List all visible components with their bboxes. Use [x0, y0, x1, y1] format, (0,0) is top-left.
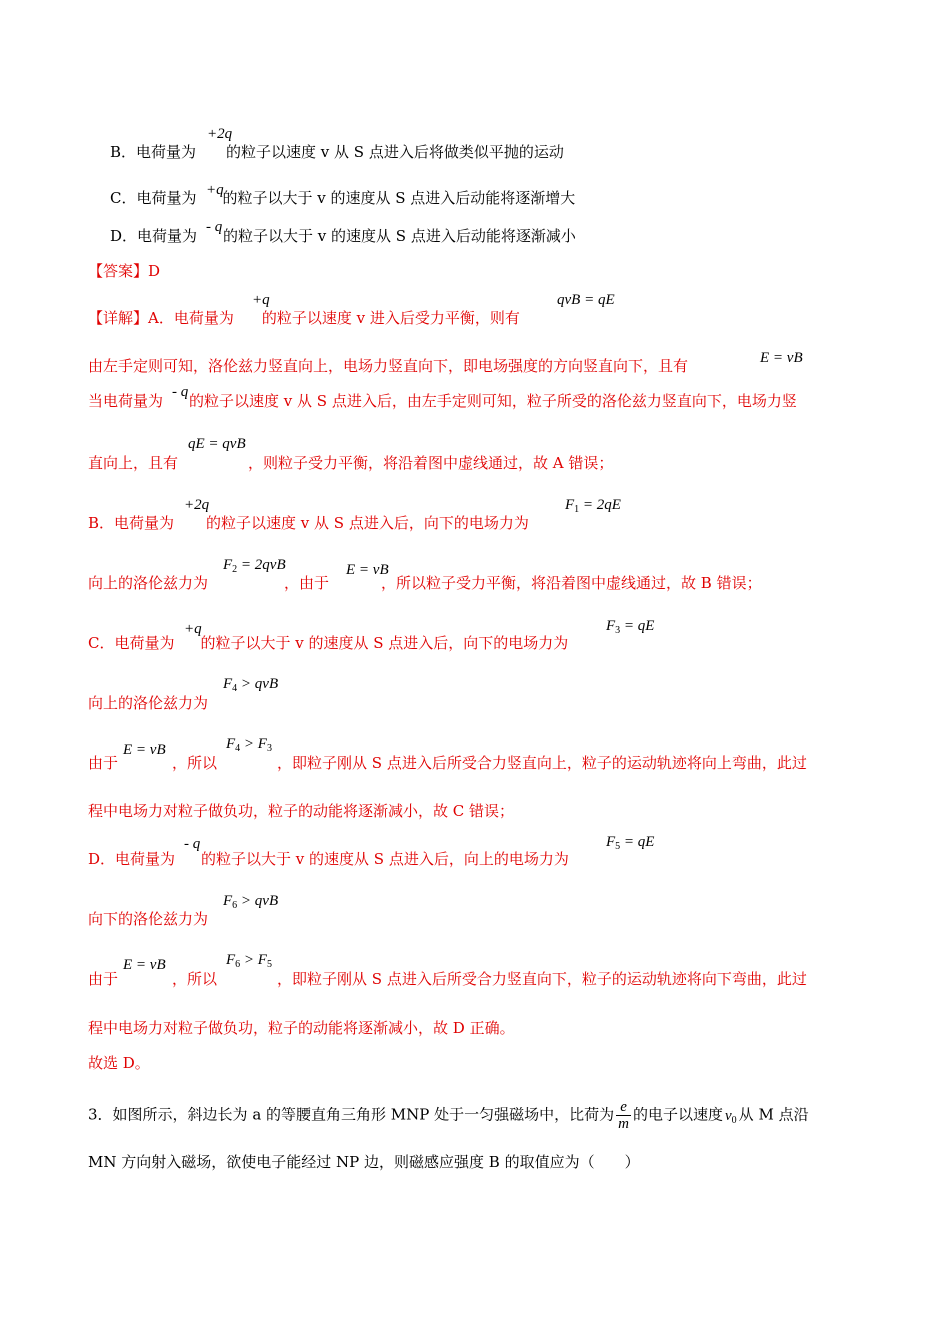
explanation-b1-eq: = 2qE [582, 497, 621, 513]
explanation-d1-prefix: D．电荷量为 [88, 850, 176, 868]
explanation-c1-prefix: C．电荷量为 [88, 634, 175, 652]
explanation-b1-charge: +2q [184, 497, 210, 513]
explanation-d1-text: 的粒子以大于 v 的速度从 S 点进入后，向上的电场力为 [201, 850, 569, 868]
question3-mid: 的电子以速度 [632, 1105, 723, 1124]
explanation-c-line2 [88, 692, 208, 713]
explanation-c1-charge: +q [184, 621, 202, 637]
option-b-charge: +2q [207, 126, 233, 142]
f6-symbol: F [223, 893, 233, 909]
explanation-d1-force [606, 834, 654, 852]
explanation-b2-force [223, 557, 286, 575]
option-d [110, 225, 576, 246]
explanation-b2-mid: ，由于 [284, 574, 330, 592]
explanation-d-line1 [88, 848, 569, 869]
question3-suffix: 从 M 点沿 [738, 1105, 809, 1124]
explanation-d3-eq: E = vB [123, 957, 166, 973]
option-c-text: 的粒子以大于 v 的速度从 S 点进入后动能将逐渐增大 [222, 189, 576, 207]
option-b-text: 的粒子以速度 v 从 S 点进入后将做类似平抛的运动 [226, 143, 564, 161]
explanation-a4-text: ，则粒子受力平衡，将沿着图中虚线通过，故 A 错误； [248, 454, 614, 472]
explanation-d-line2 [88, 908, 208, 929]
initial-velocity [725, 1108, 737, 1124]
f1-symbol: F [565, 497, 575, 513]
question3-line1 [88, 1099, 809, 1132]
explanation-c3-compare [226, 736, 272, 754]
explanation-c2-prefix: 向上的洛伦兹力为 [88, 694, 209, 712]
explanation-b-line2 [88, 572, 762, 593]
explanation-c-line3 [88, 752, 807, 773]
explanation-d2-eq: > qvB [240, 893, 279, 909]
option-d-text: 的粒子以大于 v 的速度从 S 点进入后动能将逐渐减小 [223, 227, 576, 245]
f3-symbol-2: F [257, 736, 267, 752]
f2-symbol: F [223, 557, 233, 573]
explanation-c1-eq: = qE [623, 618, 655, 634]
ratio-numerator: e [616, 1099, 631, 1116]
v0-symbol: v [725, 1107, 732, 1124]
f6-subscript-2: 6 [235, 959, 241, 970]
explanation-a-eq: qvB = qE [557, 292, 615, 308]
f6-subscript: 6 [232, 900, 238, 911]
explanation-a3-charge: - q [172, 384, 189, 400]
answer: 【答案】D [88, 262, 161, 280]
explanation-a-line3 [88, 390, 797, 411]
f5-subscript: 5 [615, 841, 621, 852]
f4-subscript-2: 4 [235, 743, 241, 754]
explanation-c3-prefix: 由于 [88, 754, 119, 772]
explanation-a3-prefix: 当电荷量为 [88, 392, 164, 410]
f5-symbol-2: F [257, 952, 267, 968]
f5-symbol: F [606, 834, 616, 850]
option-c-label: C．电荷量为 [110, 189, 197, 207]
explanation-d4-text: 程中电场力对粒子做负功，粒子的动能将逐渐减小，故 D 正确。 [88, 1019, 515, 1037]
explanation-b1-force [565, 497, 621, 515]
f3-subscript-2: 3 [266, 743, 272, 754]
ratio-denominator: m [618, 1116, 629, 1132]
question3-prefix: 3．如图所示，斜边长为 a 的等腰直角三角形 MNP 处于一匀强磁场中，比荷为 [88, 1105, 615, 1124]
explanation-a2-text: 由左手定则可知，洛伦兹力竖直向上，电场力竖直向下，即电场强度的方向竖直向下，且有 [88, 357, 689, 375]
explanation-a-charge: +q [252, 292, 270, 308]
explanation-d2-force [223, 893, 278, 911]
explanation-b-line1 [88, 512, 529, 533]
question3-line2: MN 方向射入磁场，欲使电子能经过 NP 边，则磁感应强度 B 的取值应为（ ） [88, 1153, 640, 1171]
explanation-c3-eq: E = vB [123, 742, 166, 758]
explanation-c2-force [223, 676, 278, 694]
f1-subscript: 1 [574, 504, 580, 515]
explanation-c4-text: 程中电场力对粒子做负功，粒子的动能将逐渐减小，故 C 错误； [88, 802, 515, 820]
charge-mass-ratio [616, 1099, 631, 1132]
explanation-a-text: 的粒子以速度 v 进入后受力平衡，则有 [261, 309, 520, 327]
explanation-d-line4 [88, 1017, 515, 1038]
option-c-charge: +q [206, 182, 224, 198]
explanation-c2-eq: > qvB [240, 676, 279, 692]
f3-subscript: 3 [615, 625, 621, 636]
explanation-c3-mid: ，所以 [172, 754, 218, 772]
explanation-b2-eq2: E = vB [346, 562, 389, 578]
option-c [110, 187, 575, 208]
explanation-a-line1 [88, 307, 520, 328]
explanation-d3-mid: ，所以 [172, 970, 218, 988]
f2-subscript: 2 [232, 564, 238, 575]
explanation-d3-text: ，即粒子刚从 S 点进入后所受合力竖直向下，粒子的运动轨迹将向下弯曲，此过 [277, 970, 807, 988]
option-d-label: D．电荷量为 [110, 227, 198, 245]
explanation-c3-text: ，即粒子刚从 S 点进入后所受合力竖直向上，粒子的运动轨迹将向上弯曲，此过 [277, 754, 807, 772]
explanation-a3-text: 的粒子以速度 v 从 S 点进入后，由左手定则可知，粒子所受的洛伦兹力竖直向下，电场力竖 [189, 392, 797, 410]
f3-symbol: F [606, 618, 616, 634]
option-b [110, 141, 564, 162]
explanation-a-prefix: 【详解】A．电荷量为 [88, 309, 234, 327]
f5-subscript-2: 5 [266, 959, 272, 970]
f6-symbol-2: F [226, 952, 236, 968]
explanation-a2-eq: E = vB [760, 350, 803, 366]
explanation-b2-prefix: 向上的洛伦兹力为 [88, 574, 209, 592]
explanation-b1-text: 的粒子以速度 v 从 S 点进入后，向下的电场力为 [206, 514, 529, 532]
f4-symbol: F [223, 676, 233, 692]
explanation-b2-text: ，所以粒子受力平衡，将沿着图中虚线通过，故 B 错误； [381, 574, 762, 592]
explanation-c3-eq2: > [243, 736, 255, 752]
explanation-b2-eq: = 2qvB [240, 557, 286, 573]
explanation-c1-text: 的粒子以大于 v 的速度从 S 点进入后，向下的电场力为 [200, 634, 569, 652]
f4-symbol-2: F [226, 736, 236, 752]
explanation-d3-prefix: 由于 [88, 970, 119, 988]
explanation-d1-eq: = qE [623, 834, 655, 850]
explanation-c1-force [606, 618, 654, 636]
v0-subscript: 0 [731, 1114, 737, 1126]
explanation-d2-prefix: 向下的洛伦兹力为 [88, 910, 209, 928]
explanation-a4-eq: qE = qvB [188, 436, 246, 452]
explanation-conclusion: 故选 D。 [88, 1054, 150, 1072]
option-d-charge: - q [206, 219, 223, 235]
option-b-label: B．电荷量为 [110, 143, 197, 161]
explanation-a-line4 [88, 452, 613, 473]
explanation-c-line4 [88, 800, 514, 821]
explanation-d3-eq2: > [243, 952, 255, 968]
explanation-a-line2 [88, 355, 688, 376]
explanation-a4-prefix: 直向上，且有 [88, 454, 179, 472]
f4-subscript: 4 [232, 683, 238, 694]
explanation-c-line1 [88, 632, 568, 653]
explanation-d-line3 [88, 968, 807, 989]
explanation-b1-prefix: B．电荷量为 [88, 514, 175, 532]
explanation-d3-compare [226, 952, 272, 970]
explanation-d1-charge: - q [184, 836, 201, 852]
